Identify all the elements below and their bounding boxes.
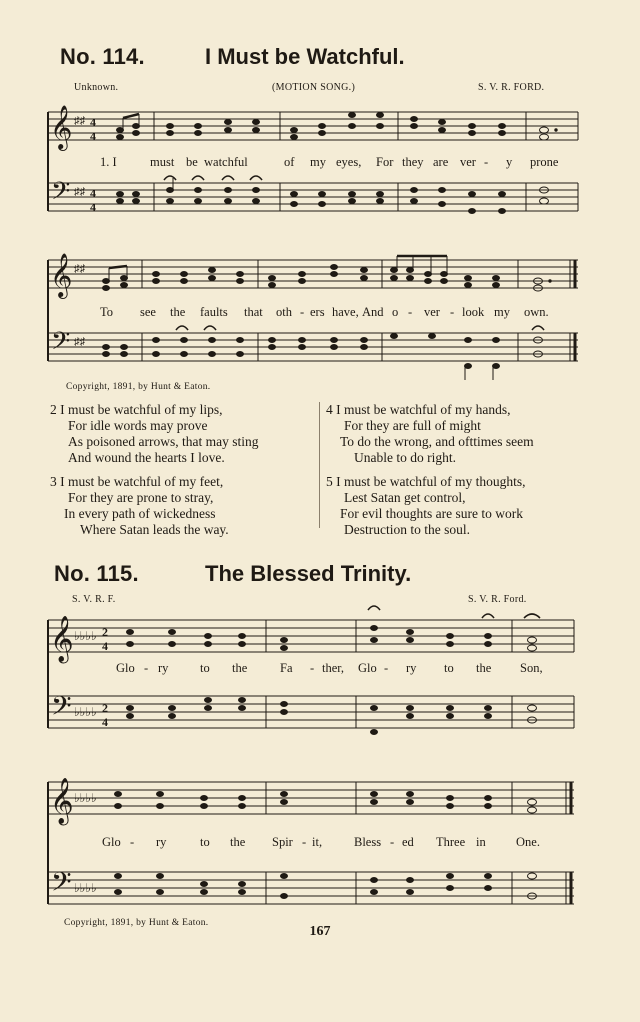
syllable: my [494, 305, 510, 319]
svg-text:♭♭♭♭: ♭♭♭♭ [74, 629, 97, 643]
svg-text:♯♯: ♯♯ [74, 115, 85, 127]
hymn-115-author: S. V. R. F. [72, 594, 116, 605]
hymn-115-copyright: Copyright, 1891, by Hunt & Eaton. [64, 918, 209, 928]
syllable: ver [424, 305, 440, 319]
syllable: Glo [358, 661, 377, 675]
verse-line: 4 I must be watchful of my hands, [326, 402, 511, 417]
syllable: - [130, 835, 135, 849]
syllable: - [484, 155, 489, 169]
svg-text:4: 4 [90, 129, 96, 143]
svg-text:𝄞: 𝄞 [50, 253, 73, 297]
syllable: ed [402, 835, 414, 849]
verse-4 [326, 402, 534, 466]
svg-text:𝄢: 𝄢 [51, 690, 72, 728]
verse-line: 3 I must be watchful of my feet, [50, 474, 224, 489]
syllable: ry [406, 661, 417, 675]
syllable: Son, [520, 661, 543, 675]
syllable: ry [156, 835, 167, 849]
syllable: see [140, 305, 156, 319]
syllable: For [376, 155, 394, 169]
syllable: - [144, 661, 149, 675]
svg-text:𝄢: 𝄢 [51, 866, 72, 904]
syllable: to [200, 835, 210, 849]
verse-line: For evil thoughts are sure to work [340, 506, 523, 521]
syllable: And [362, 305, 384, 319]
hymn-114-number: No. 114. [60, 44, 145, 69]
syllable: to [200, 661, 210, 675]
svg-text:𝄞: 𝄞 [50, 616, 74, 662]
hymn-114-lyrics-line-1 [100, 155, 570, 171]
hymn-115-lyrics-line-1 [100, 661, 560, 677]
syllable: Glo [102, 835, 121, 849]
syllable: the [170, 305, 186, 319]
hymn-115-number: No. 115. [54, 561, 139, 586]
verse-line: Unable to do right. [354, 450, 456, 465]
syllable: ry [158, 661, 169, 675]
verse-line: Lest Satan get control, [344, 490, 466, 505]
svg-text:2: 2 [102, 701, 108, 715]
hymn-115-composer: S. V. R. Ford. [468, 594, 527, 605]
hymn-114-copyright: Copyright, 1891, by Hunt & Eaton. [66, 382, 211, 392]
verse-line: For idle words may prove [68, 418, 208, 433]
syllable: ther, [322, 661, 345, 675]
svg-text:♭♭♭♭: ♭♭♭♭ [74, 791, 97, 805]
svg-text:𝄞: 𝄞 [50, 778, 74, 824]
syllable: be [186, 155, 198, 169]
syllable: are [433, 155, 449, 169]
hymn-115-system-1 [48, 610, 574, 750]
syllable: the [230, 835, 246, 849]
syllable: Spir [272, 835, 293, 849]
verse-line: 2 I must be watchful of my lips, [50, 402, 223, 417]
syllable: the [476, 661, 492, 675]
verse-2 [50, 402, 258, 466]
syllable: o [392, 305, 399, 319]
verse-line: As poisoned arrows, that may sting [68, 434, 259, 449]
svg-text:♯♯: ♯♯ [74, 186, 85, 198]
syllable: Fa [280, 661, 293, 675]
svg-text:𝄢: 𝄢 [51, 177, 71, 212]
hymn-115-lyrics-line-2 [100, 835, 560, 851]
page-number: 167 [309, 924, 331, 939]
svg-text:♭♭♭♭: ♭♭♭♭ [74, 705, 97, 719]
syllable: - [408, 305, 413, 319]
svg-text:4: 4 [102, 715, 108, 729]
verse-5 [326, 474, 534, 538]
syllable: - [384, 661, 389, 675]
syllable: Bless [354, 835, 382, 849]
syllable: have, [332, 305, 359, 319]
syllable: that [244, 305, 263, 319]
hymn-114-subtitle: (MOTION SONG.) [272, 82, 356, 93]
svg-text:♯♯: ♯♯ [74, 263, 85, 275]
verse-line: To do the wrong, and ofttimes seem [340, 434, 534, 449]
syllable: Three [436, 835, 466, 849]
svg-text:4: 4 [90, 115, 96, 129]
hymn-114-lyrics-line-2 [100, 305, 570, 321]
verse-divider [319, 402, 320, 528]
syllable: they [402, 155, 424, 169]
syllable: - [300, 305, 305, 319]
verse-line: In every path of wickedness [64, 506, 216, 521]
verse-line: For they are full of might [344, 418, 481, 433]
syllable: - [302, 835, 307, 849]
syllable: ver [460, 155, 476, 169]
svg-text:𝄢: 𝄢 [51, 327, 71, 362]
verse-line: For they are prone to stray, [68, 490, 214, 505]
syllable: To [100, 305, 114, 319]
hymn-114-author: Unknown. [74, 82, 119, 93]
verse-line: 5 I must be watchful of my thoughts, [326, 474, 526, 489]
syllable: must [150, 155, 175, 169]
syllable: y [506, 155, 513, 169]
syllable: to [444, 661, 454, 675]
syllable: own. [524, 305, 549, 319]
svg-text:2: 2 [102, 625, 108, 639]
svg-text:𝄞: 𝄞 [50, 105, 73, 149]
hymn-115-title: The Blessed Trinity. [205, 561, 412, 586]
syllable: watchful [204, 155, 248, 169]
svg-text:4: 4 [90, 186, 96, 200]
syllable: it, [312, 835, 323, 849]
syllable: eyes, [336, 155, 362, 169]
svg-text:4: 4 [102, 639, 108, 653]
verse-line: Where Satan leads the way. [80, 522, 229, 537]
syllable: my [310, 155, 326, 169]
svg-text:4: 4 [90, 200, 96, 214]
syllable: - [310, 661, 315, 675]
verses-right-column [326, 402, 534, 546]
syllable: - [450, 305, 455, 319]
verses-left-column [50, 402, 258, 546]
syllable: of [284, 155, 295, 169]
syllable: in [476, 835, 486, 849]
svg-text:♯♯: ♯♯ [74, 336, 85, 348]
hymn-114-composer: S. V. R. FORD. [478, 82, 545, 93]
hymn-114-title: I Must be Watchful. [205, 44, 405, 69]
verse-line: Destruction to the soul. [344, 522, 470, 537]
verse-line: And wound the hearts I love. [68, 450, 225, 465]
syllable: prone [530, 155, 559, 169]
syllable: look [462, 305, 485, 319]
svg-text:♭♭♭♭: ♭♭♭♭ [74, 881, 97, 895]
verse-3 [50, 474, 258, 538]
syllable: 1. I [100, 155, 117, 169]
syllable: One. [516, 835, 540, 849]
syllable: the [232, 661, 248, 675]
syllable: faults [200, 305, 228, 319]
syllable: - [390, 835, 395, 849]
syllable: oth [276, 305, 292, 319]
syllable: ers [310, 305, 325, 319]
syllable: Glo [116, 661, 135, 675]
